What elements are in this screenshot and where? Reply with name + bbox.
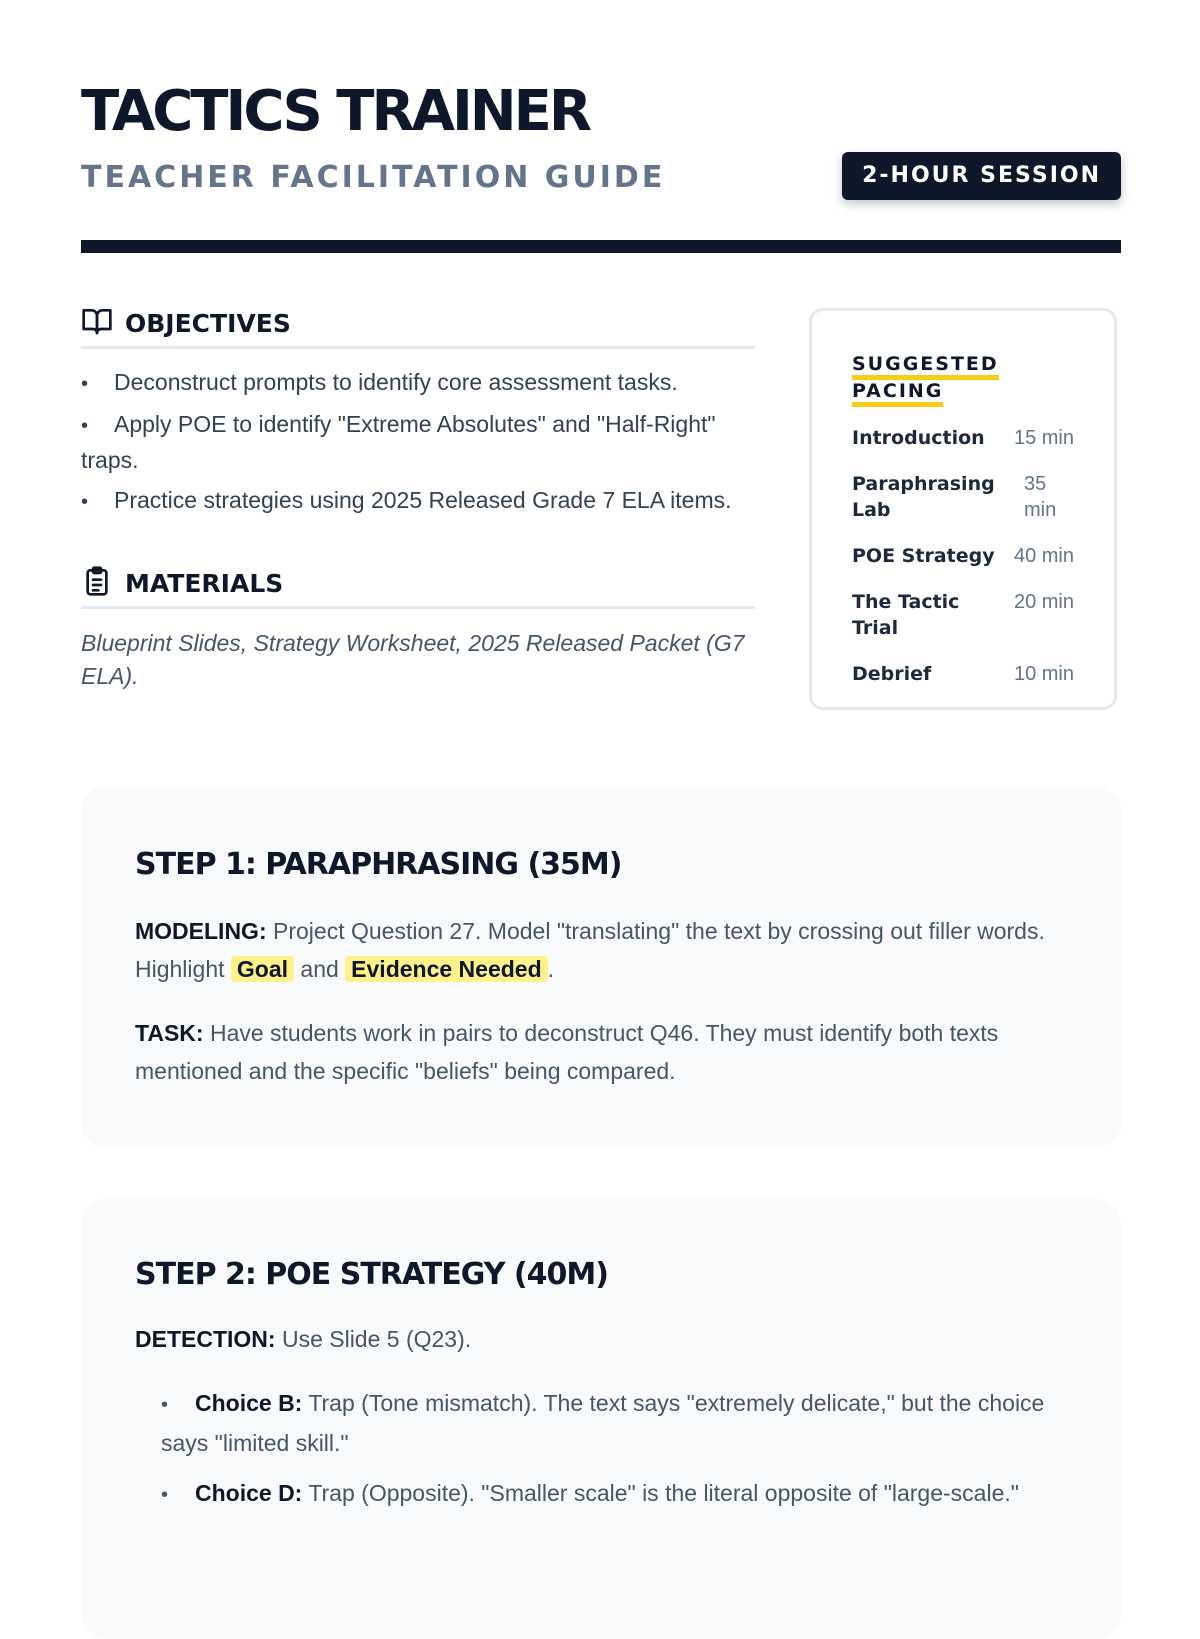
header-divider [81,240,1121,253]
task-label: TASK: [135,1020,204,1046]
objective-text: Apply POE to identify "Extreme Absolutes" and "Half-Right" traps. [81,411,716,473]
pacing-label: Paraphrasing Lab [852,473,995,521]
pacing-row [852,589,1074,641]
clipboard-icon [81,565,113,602]
choice-text: Trap (Opposite). "Smaller scale" is the literal opposite of "large-scale." [308,1480,1019,1506]
pacing-row [852,661,1074,687]
materials-heading [81,565,755,609]
objectives-list [81,365,755,519]
step-1-card [81,787,1121,1147]
detection-label: DETECTION: [135,1326,276,1352]
step-1-title: STEP 1: PARAPHRASING (35M) [135,847,622,882]
list-item [81,483,755,519]
pacing-label: Debrief [852,663,932,685]
list-item [81,365,755,401]
list-item [135,1474,1067,1514]
pacing-value: 40 min [1013,545,1074,567]
pacing-value: 20 min [1013,591,1074,613]
session-badge: 2-HOUR SESSION [842,152,1121,200]
task-text: Have students work in pairs to deconstruct Q46. They must identify both texts mentioned and the specific "beliefs" being compared. [135,1020,999,1084]
pacing-row [852,471,1074,523]
objective-text: Practice strategies using 2025 Released Grade 7 ELA items. [114,487,732,513]
page-subtitle: TEACHER FACILITATION GUIDE [81,160,666,195]
pacing-title-line: SUGGESTED [852,353,999,380]
materials-label: MATERIALS [125,569,284,598]
choice-text: Trap (Tone mismatch). The text says "extremely delicate," but the choice says "limited skill." [161,1390,1045,1456]
period: . [547,956,555,982]
materials-text: Blueprint Slides, Strategy Worksheet, 2025 Released Packet (G7 ELA). [81,630,745,689]
pacing-row [852,543,1074,569]
left-column [81,305,755,693]
detection-text: Use Slide 5 (Q23). [281,1326,472,1352]
pacing-title-line: PACING [852,380,943,407]
modeling-text: Project Question 27. Model "translating" the text by crossing out filler words. Highlight [135,918,1045,982]
list-item [81,407,755,477]
conjunction: and [300,956,339,982]
pacing-label: POE Strategy [852,545,995,567]
pacing-label: The Tactic Trial [852,591,960,639]
detection-paragraph [135,1320,1067,1358]
choice-label: Choice B: [195,1390,303,1416]
task-paragraph [135,1014,1067,1090]
objectives-heading [81,305,755,349]
modeling-label: MODELING: [135,918,267,944]
pacing-label: Introduction [852,427,985,449]
pacing-value: 10 min [1013,663,1074,685]
pacing-row [852,425,1074,451]
objective-text: Deconstruct prompts to identify core assessment tasks. [114,369,678,395]
step-2-card [81,1199,1121,1639]
modeling-paragraph [135,912,1067,988]
pacing-title [852,351,1002,405]
list-item [135,1384,1067,1462]
highlight-goal: Goal [231,956,294,982]
choices-list [135,1384,1067,1514]
objectives-label: OBJECTIVES [125,309,291,338]
highlight-evidence: Evidence Needed [345,956,547,982]
pacing-card [809,308,1117,710]
open-book-icon [81,305,113,342]
pacing-value: 35 min [1024,473,1057,521]
choice-label: Choice D: [195,1480,303,1506]
step-2-title: STEP 2: POE STRATEGY (40M) [135,1257,608,1292]
pacing-value: 15 min [1013,427,1074,449]
page-title: TACTICS TRAINER [81,79,590,144]
